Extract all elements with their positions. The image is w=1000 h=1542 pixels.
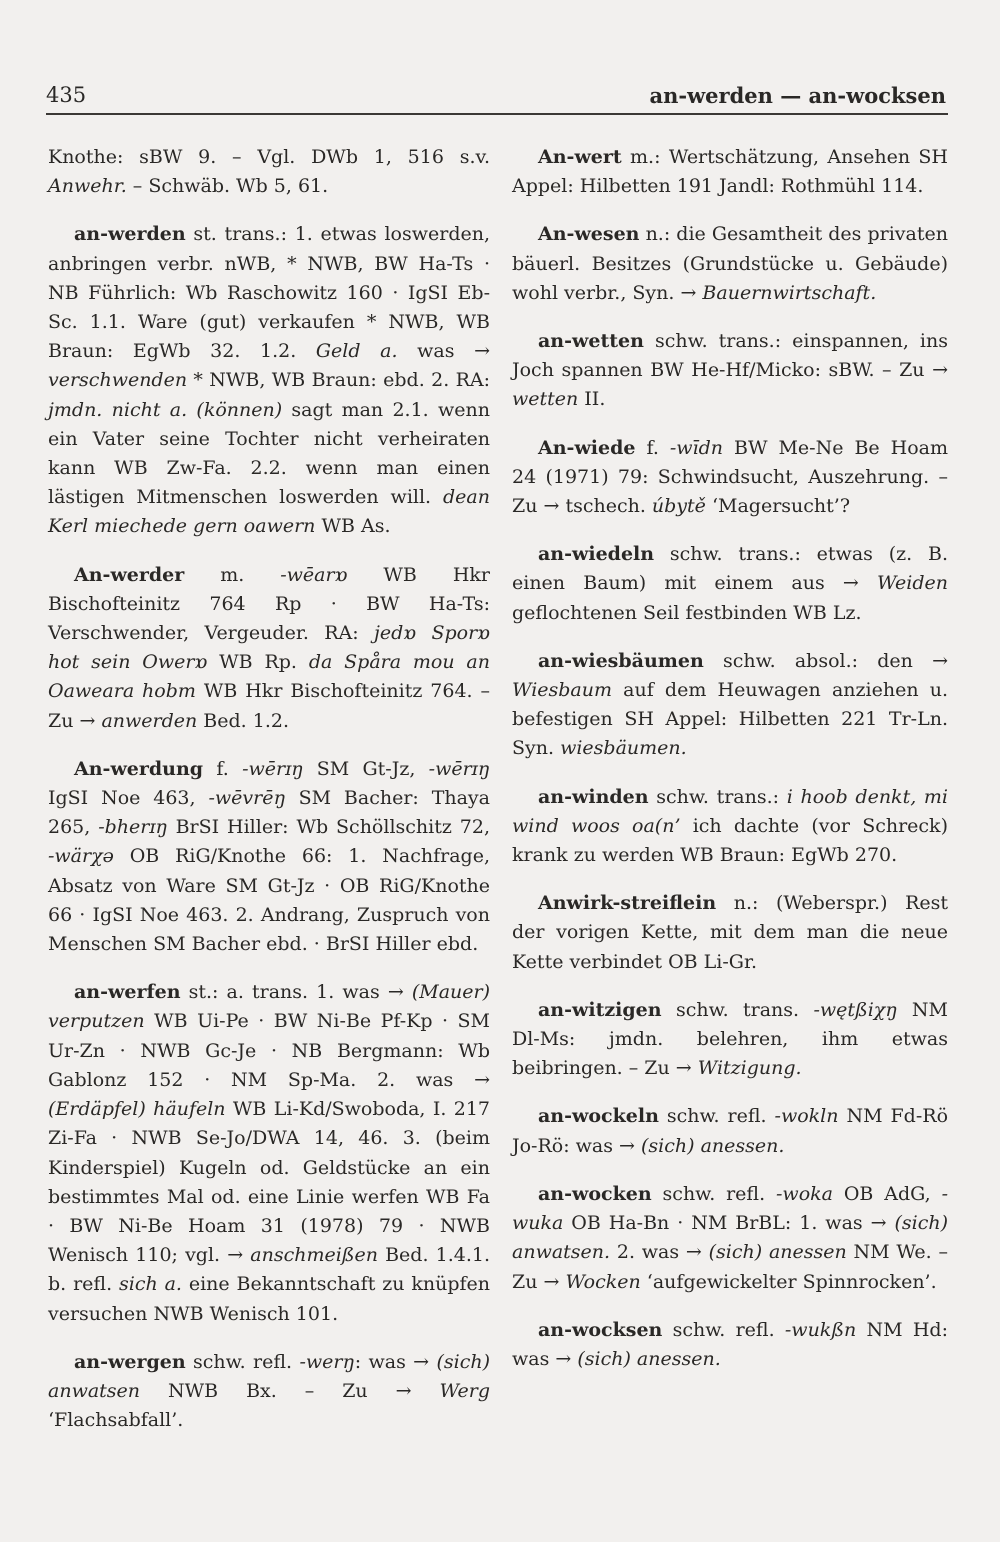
entry-text: ‘aufgewickelter Spinnrocken’. bbox=[640, 1270, 937, 1293]
header-rule bbox=[46, 113, 948, 115]
right-column bbox=[512, 143, 948, 1393]
entry-an-wockeln bbox=[512, 1102, 948, 1160]
italic-text: -wukßn bbox=[784, 1318, 857, 1341]
entry-An-wesen bbox=[512, 220, 948, 308]
italic-text: anschmeißen bbox=[250, 1244, 378, 1267]
entry-text: n.: die Gesamtheit des privaten bäuerl. Besitzes (Grundstücke u. Gebäude) wohl verbr., Syn. → bbox=[512, 223, 948, 304]
italic-text: Werg bbox=[439, 1379, 490, 1402]
italic-text: -bherɪŋ bbox=[98, 816, 168, 839]
entry-text: geflochtenen Seil festbinden WB Lz. bbox=[512, 601, 862, 624]
entry-text: Bed. 1.4.1. b. refl. bbox=[48, 1244, 490, 1296]
page-header bbox=[46, 83, 946, 117]
running-head: an-werden — an-wocksen bbox=[649, 83, 946, 108]
entry-text: eine Bekanntschaft zu knüpfen versuchen NWB Wenisch 101. bbox=[48, 1273, 490, 1325]
italic-text: (sich) anwatsen bbox=[48, 1350, 491, 1402]
entry-An-wert bbox=[512, 143, 948, 201]
entry-text: ‘Flachsabfall’. bbox=[48, 1409, 184, 1432]
italic-text: (sich) anessen. bbox=[577, 1347, 721, 1370]
entry-text: NM Fd-Rö Jo-Rö: was → bbox=[512, 1105, 949, 1157]
entry-text: schw. trans. bbox=[661, 998, 814, 1021]
entry-text: BrSI Hiller: Wb Schöllschitz 72, bbox=[167, 816, 490, 839]
entry-An-werder bbox=[48, 561, 490, 736]
entry-text: schw. refl. bbox=[658, 1105, 775, 1128]
italic-text: -wēvrēŋ bbox=[208, 787, 286, 810]
headword: An-wert bbox=[538, 146, 622, 168]
entry-an-winden bbox=[512, 783, 948, 871]
entry-text: WB As. bbox=[315, 515, 391, 538]
entry-text: st.: a. trans. 1. was → bbox=[180, 981, 412, 1004]
entry-text: schw. refl. bbox=[185, 1350, 300, 1373]
entry-text: f. bbox=[635, 436, 670, 459]
left-column bbox=[48, 143, 490, 1454]
italic-text: Witzigung. bbox=[697, 1057, 802, 1080]
entry-an-wiedeln bbox=[512, 540, 948, 628]
italic-text: jedɒ Sporɒ hot sein Owerɒ bbox=[48, 622, 490, 674]
italic-text: jmdn. nicht a. (können) bbox=[48, 398, 283, 421]
headword: an-wocken bbox=[538, 1182, 652, 1205]
italic-text: -wärχə bbox=[48, 845, 114, 868]
italic-text: Anwehr. bbox=[48, 175, 127, 198]
italic-text: úbytě bbox=[651, 495, 706, 518]
italic-text: sich a. bbox=[119, 1273, 182, 1296]
entry-an-wetten bbox=[512, 327, 948, 415]
headword: an-werfen bbox=[74, 981, 181, 1004]
italic-text: wetten bbox=[512, 388, 579, 411]
headword: An-wiede bbox=[538, 436, 636, 459]
italic-text: dean Kerl miechede gern oawern bbox=[48, 486, 490, 538]
italic-text: Wocken bbox=[565, 1270, 641, 1293]
italic-text: (sich) anessen bbox=[708, 1241, 847, 1264]
headword: an-wocksen bbox=[538, 1318, 663, 1341]
entry-text: schw. refl. bbox=[651, 1182, 777, 1205]
entry-text: NM Dl-Ms: jmdn. belehren, ihm etwas beibringen. – Zu → bbox=[512, 998, 949, 1080]
entry-text: OB Ha-Bn · NM BrBL: 1. was → bbox=[563, 1212, 895, 1235]
entry-an-wergen bbox=[48, 1348, 490, 1436]
entry-text: Knothe: sBW 9. – Vgl. DWb 1, 516 s.v. bbox=[48, 146, 490, 168]
italic-text: -wērɪŋ bbox=[428, 757, 490, 780]
italic-text: -wętßiχŋ bbox=[813, 998, 898, 1021]
entry-continuation bbox=[48, 143, 490, 201]
italic-text: -wēarɒ bbox=[280, 563, 348, 586]
italic-text: -wokln bbox=[774, 1105, 839, 1128]
italic-text: (Erdäpfel) häufeln bbox=[48, 1098, 226, 1121]
entry-text: schw. trans.: einspannen, ins Joch spannen BW He-Hf/Micko: sBW. – Zu → bbox=[512, 330, 948, 382]
headword: Anwirk-streiflein bbox=[538, 892, 717, 915]
italic-text: wiesbäumen. bbox=[560, 737, 687, 760]
entry-text: SM Bacher: Thaya 265, bbox=[48, 787, 490, 839]
entry-text: ich dachte (vor Schreck) krank zu werden WB Braun: EgWb 270. bbox=[512, 814, 948, 867]
entry-text: * NWB, WB Braun: ebd. 2. RA: bbox=[187, 369, 490, 392]
entry-text: II. bbox=[578, 388, 606, 411]
headword: an-werden bbox=[74, 223, 186, 246]
italic-text: i hoob denkt, mi wind woos oa(n’ bbox=[512, 785, 948, 837]
italic-text: (Mauer) verputzen bbox=[48, 981, 490, 1033]
entry-an-wocksen bbox=[512, 1316, 948, 1374]
entry-text: WB Hkr Bischofteinitz 764. – Zu → bbox=[48, 680, 490, 732]
entry-Anwirk-streiflein bbox=[512, 889, 948, 977]
entry-text: schw. refl. bbox=[662, 1318, 785, 1341]
entry-text: f. bbox=[203, 757, 243, 780]
entry-text: m. bbox=[184, 563, 281, 586]
entry-text: schw. absol.: den → bbox=[703, 649, 948, 672]
entry-an-werfen bbox=[48, 978, 490, 1328]
entry-an-witzigen bbox=[512, 996, 948, 1084]
italic-text: -wīdn bbox=[669, 436, 724, 459]
headword: an-winden bbox=[538, 785, 649, 808]
italic-text: Bauernwirtschaft. bbox=[702, 281, 877, 304]
entry-text: st. trans.: 1. etwas loswerden, anbringen verbr. nWB, * NWB, BW Ha-Ts · NB Führlich: Wb Raschowitz 160 · IgSI Eb-Sc. 1.1. Ware (gut) verkaufen * NWB, WB Braun: EgWb 32. 1.2. bbox=[48, 223, 490, 363]
entry-text: NWB Bx. – Zu → bbox=[140, 1379, 440, 1402]
entry-text: : was → bbox=[354, 1350, 437, 1373]
italic-text: anwerden bbox=[101, 709, 198, 732]
entry-text: sagt man 2.1. wenn ein Vater seine Tochter nicht verheiraten kann WB Zw-Fa. 2.2. wenn man einen lästigen Mitmenschen loswerden will. bbox=[48, 398, 490, 509]
headword: an-wiesbäumen bbox=[538, 649, 704, 672]
entry-text: SM Gt-Jz, bbox=[303, 757, 429, 780]
headword: An-wesen bbox=[538, 223, 640, 246]
italic-text: -werŋ bbox=[299, 1350, 355, 1373]
entry-text: IgSI Noe 463, bbox=[48, 787, 209, 810]
entry-text: NM We. – Zu → bbox=[512, 1241, 948, 1293]
headword: An-werder bbox=[74, 563, 185, 586]
entry-text: OB RiG/Knothe 66: 1. Nachfrage, Absatz von Ware SM Gt-Jz · OB RiG/Knothe 66 · IgSI Noe 463. 2. Andrang, Zuspruch von Menschen SM Bacher ebd. · BrSI Hiller ebd. bbox=[48, 845, 490, 956]
italic-text: -woka bbox=[776, 1182, 833, 1205]
entry-text: schw. trans.: etwas (z. B. einen Baum) mit einem aus → bbox=[512, 543, 948, 595]
entry-text: OB AdG, bbox=[832, 1182, 942, 1205]
entry-text: ‘Magersucht’? bbox=[705, 495, 850, 518]
entry-An-werdung bbox=[48, 755, 490, 959]
entry-an-werden bbox=[48, 220, 490, 541]
headword: an-wergen bbox=[74, 1350, 186, 1373]
entry-text: WB Li-Kd/Swoboda, I. 217 Zi-Fa · NWB Se-Jo/DWA 14, 46. 3. (beim Kinderspiel) Kugeln od. Geldstücke an ein bestimmtes Mal od. eine Linie werfen WB Fa · BW Ni-Be Hoam 31 (1978) 79 · NWB Wenisch 110; vgl. → bbox=[48, 1098, 491, 1267]
entry-text: Bed. 1.2. bbox=[197, 709, 289, 732]
italic-text: da Spåra mou an Oaweara hobm bbox=[48, 651, 490, 703]
entry-text: auf dem Heuwagen anziehen u. befestigen SH Appel: Hilbetten 221 Tr-Ln. Syn. bbox=[512, 679, 948, 760]
entry-an-wocken bbox=[512, 1180, 948, 1297]
entry-An-wiede bbox=[512, 434, 948, 522]
headword: An-werdung bbox=[74, 757, 204, 780]
italic-text: Wiesbaum bbox=[512, 679, 613, 702]
headword: an-wockeln bbox=[538, 1105, 659, 1128]
headword: an-witzigen bbox=[538, 998, 662, 1021]
entry-text: WB Ui-Pe · BW Ni-Be Pf-Kp · SM Ur-Zn · NWB Gc-Je · NB Bergmann: Wb Gablonz 152 · NM Sp-Ma. 2. was → bbox=[48, 1010, 490, 1091]
italic-text: (sich) anessen. bbox=[641, 1134, 785, 1157]
italic-text: -wuka bbox=[512, 1182, 948, 1235]
italic-text: Weiden bbox=[877, 572, 948, 595]
italic-text: verschwenden bbox=[48, 369, 188, 392]
headword: an-wetten bbox=[538, 330, 644, 353]
entry-text: BW Me-Ne Be Hoam 24 (1971) 79: Schwindsucht, Auszehrung. – Zu → tschech. bbox=[512, 436, 948, 518]
entry-text: m.: Wertschätzung, Ansehen SH Appel: Hilbetten 191 Jandl: Rothmühl 114. bbox=[512, 146, 948, 198]
entry-text: 2. was → bbox=[610, 1241, 709, 1264]
entry-text: schw. trans.: bbox=[648, 785, 787, 808]
entry-text: WB Hkr Bischofteinitz 764 Rp · BW Ha-Ts: Verschwender, Vergeuder. RA: bbox=[48, 563, 490, 645]
italic-text: Geld a. bbox=[315, 340, 398, 363]
italic-text: -wērɪŋ bbox=[242, 757, 304, 780]
page-number: 435 bbox=[46, 83, 87, 107]
entry-text: NM Hd: was → bbox=[512, 1318, 949, 1370]
entry-text: was → bbox=[397, 340, 490, 363]
italic-text: (sich) anwatsen. bbox=[512, 1212, 948, 1264]
entry-an-wiesbäumen bbox=[512, 647, 948, 764]
headword: an-wiedeln bbox=[538, 543, 655, 566]
entry-text: – Schwäb. Wb 5, 61. bbox=[126, 175, 329, 198]
entry-text: WB Rp. bbox=[207, 651, 309, 674]
entry-text: n.: (Weberspr.) Rest der vorigen Kette, mit dem man die neue Kette verbindet OB Li-Gr. bbox=[512, 892, 948, 973]
